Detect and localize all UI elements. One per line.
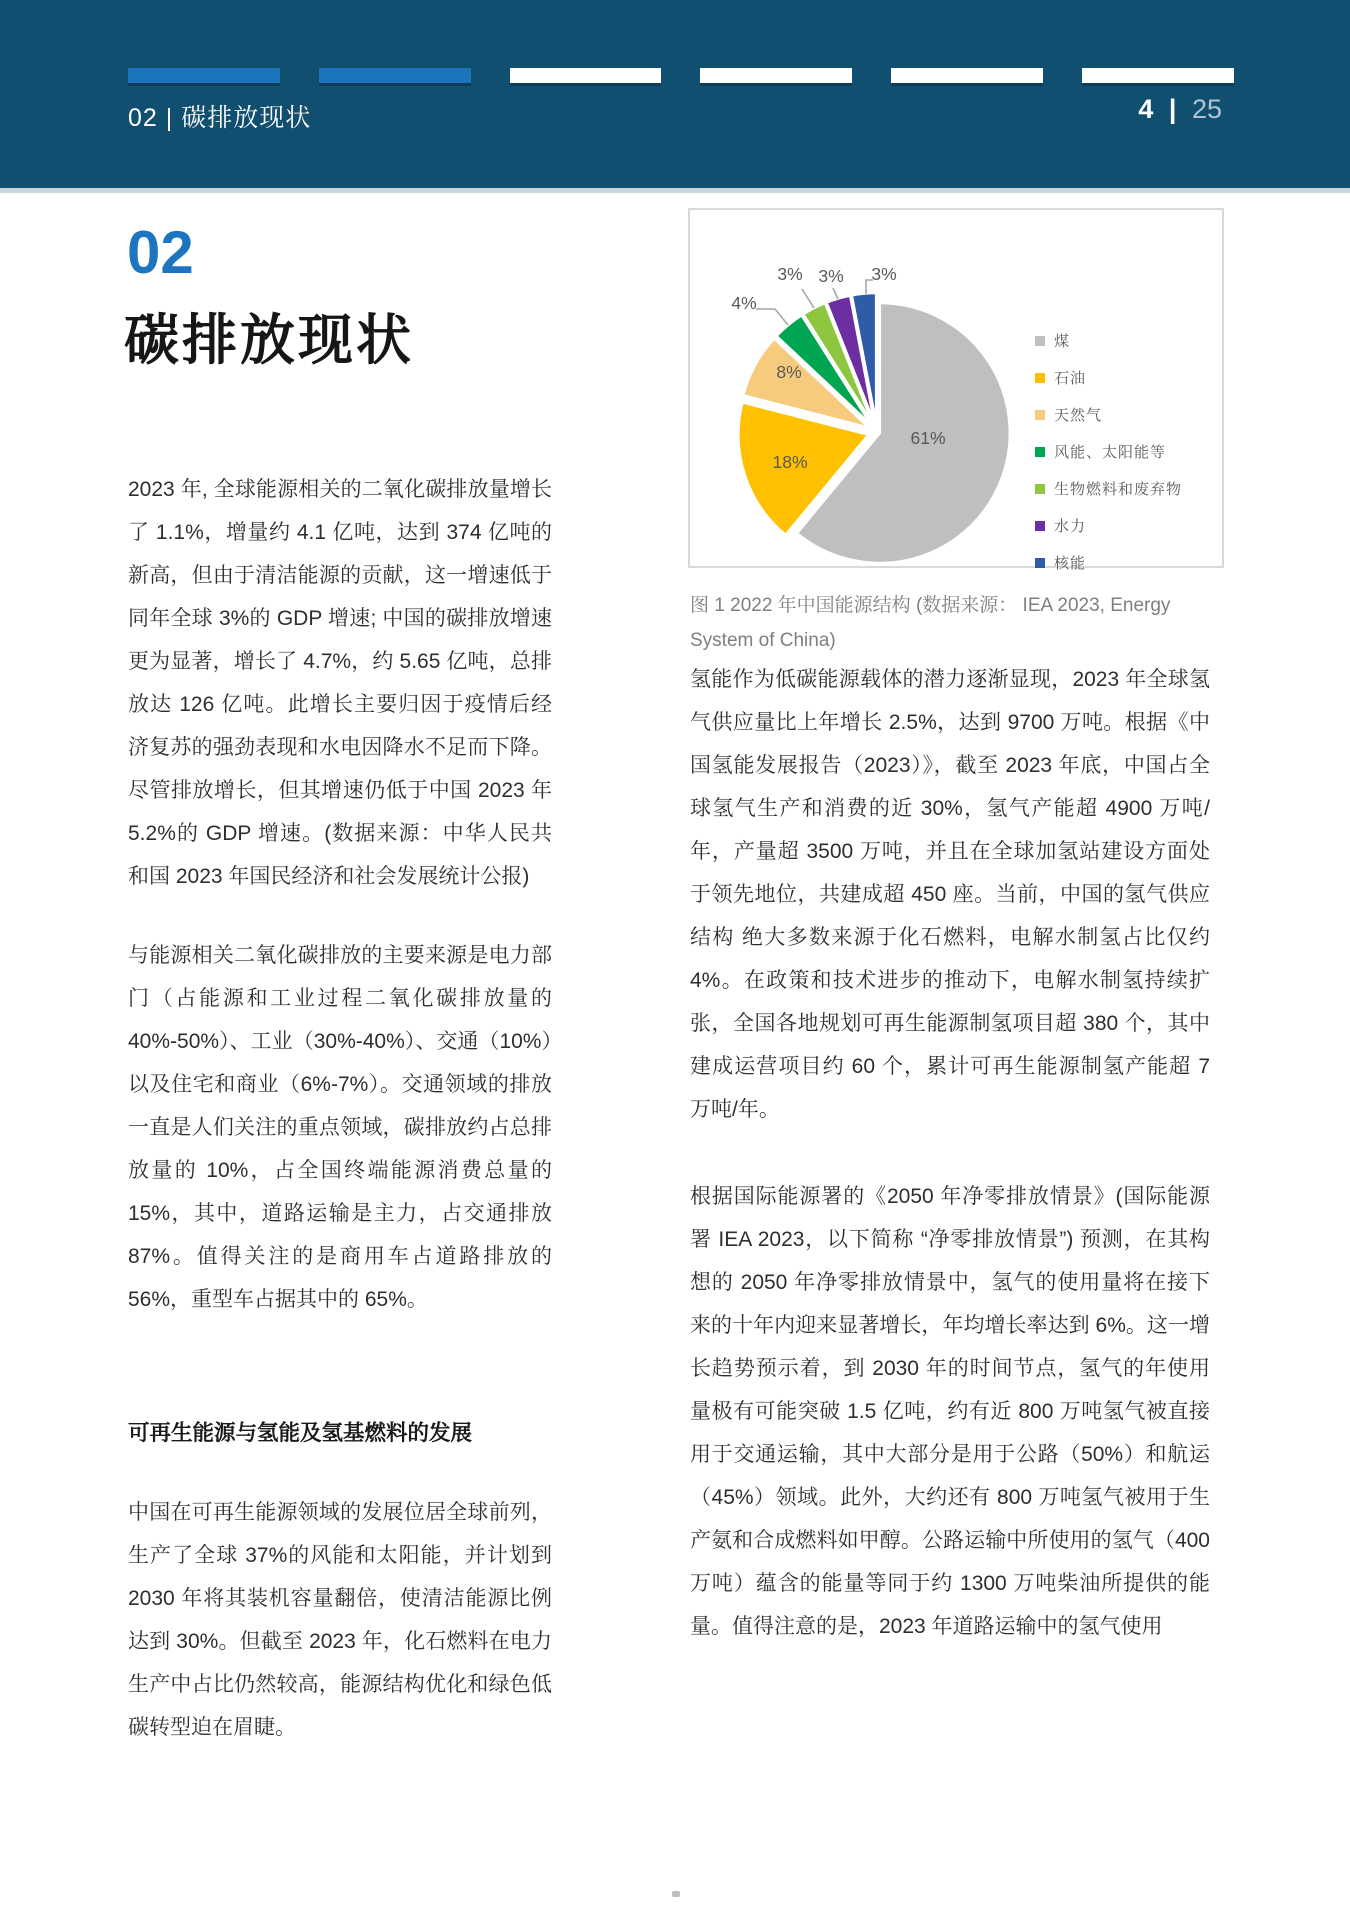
pie-data-label-5: 3% xyxy=(818,266,844,286)
energy-structure-pie-chart xyxy=(688,208,1224,572)
pie-data-label-0: 61% xyxy=(910,428,946,448)
header-bar-4 xyxy=(700,68,852,83)
legend-swatch-icon xyxy=(1035,484,1045,494)
header-decorative-bars xyxy=(128,68,1234,83)
legend-item-2 xyxy=(1035,396,1182,433)
page-number-total: 25 xyxy=(1191,94,1222,124)
pie-data-label-4: 3% xyxy=(777,264,803,284)
page-number-divider: | xyxy=(1168,94,1177,124)
pie-leader-line-3 xyxy=(756,309,788,325)
header-bar-3 xyxy=(510,68,662,83)
header-bar-6 xyxy=(1082,68,1234,83)
legend-item-6 xyxy=(1035,544,1182,581)
legend-label: 煤 xyxy=(1054,333,1071,350)
header-bar-2 xyxy=(319,68,471,83)
legend-item-1 xyxy=(1035,359,1182,396)
legend-item-5 xyxy=(1035,507,1182,544)
legend-item-4 xyxy=(1035,470,1182,507)
legend-item-3 xyxy=(1035,433,1182,470)
legend-swatch-icon xyxy=(1035,521,1045,531)
legend-label: 水力 xyxy=(1054,518,1087,535)
subheading: 可再生能源与氢能及氢基燃料的发展 xyxy=(128,1421,473,1445)
header-bar-5 xyxy=(891,68,1043,83)
legend-swatch-icon xyxy=(1035,373,1045,383)
right-column xyxy=(690,658,1210,1692)
pie-data-label-3: 4% xyxy=(731,293,757,313)
legend-swatch-icon xyxy=(1035,447,1045,457)
paragraph: 2023 年, 全球能源相关的二氧化碳排放量增长了 1.1%，增量约 4.1 亿吨，达到 374 亿吨的新高，但由于清洁能源的贡献，这一增速低于同年全球 3%的 GDP 增速; 中国的碳排放增速更为显著，增长了 4.7%，约 5.65 亿吨，总排放达 126 亿吨。此增长主要归因于疫情后经济复苏的强劲表现和水电因降水不足而下降。尽管排放增长，但其增速仍低于中国 2023 年 5.2%的 GDP 增速。(数据来源：中华人民共和国 2023 年国民经济和社会发展统计公报) xyxy=(128,478,552,888)
header-section-label: 02 | 碳排放现状 xyxy=(128,104,312,132)
header-band xyxy=(0,0,1350,193)
pie-leader-line-5 xyxy=(833,288,838,299)
legend-item-0 xyxy=(1035,322,1182,359)
page-number xyxy=(1138,94,1222,125)
legend-swatch-icon xyxy=(1035,558,1045,568)
legend-swatch-icon xyxy=(1035,336,1045,346)
legend-swatch-icon xyxy=(1035,410,1045,420)
legend-label: 核能 xyxy=(1054,555,1087,572)
section-number: 02 xyxy=(127,219,194,286)
pie-leader-line-4 xyxy=(802,289,814,308)
legend-label: 风能、太阳能等 xyxy=(1054,444,1167,461)
paragraph: 氢能作为低碳能源载体的潜力逐渐显现，2023 年全球氢气供应量比上年增长 2.5%，达到 9700 万吨。根据《中国氢能发展报告（2023）》，截至 2023 年底，中国占全球氢气生产和消费的近 30%，氢气产能超 4900 万吨/年，产量超 3500 万吨，并且在全球加氢站建设方面处于领先地位，共建成超 450 座。当前，中国的氢气供应结构 绝大多数来源于化石燃料，电解水制氢占比仅约 4%。在政策和技术进步的推动下，电解水制氢持续扩张，全国各地规划可再生能源制氢项目超 380 个，其中建成运营项目约 60 个，累计可再生能源制氢产能超 7 万吨/年。 xyxy=(690,668,1210,1121)
pie-data-label-6: 3% xyxy=(871,264,897,284)
pie-data-label-2: 8% xyxy=(776,362,802,382)
page-number-current: 4 xyxy=(1138,94,1154,124)
paragraph: 中国在可再生能源领域的发展位居全球前列，生产了全球 37%的风能和太阳能，并计划到 2030 年将其装机容量翻倍，使清洁能源比例达到 30%。但截至 2023 年，化石燃料在电力生产中占比仍然较高，能源结构优化和绿色低碳转型迫在眉睫。 xyxy=(128,1501,552,1739)
header-bar-1 xyxy=(128,68,280,83)
legend-label: 生物燃料和废弃物 xyxy=(1054,481,1183,498)
paragraph: 与能源相关二氧化碳排放的主要来源是电力部门（占能源和工业过程二氧化碳排放量的 40%-50%）、工业（30%-40%）、交通（10%）以及住宅和商业（6%-7%）。交通领域的排放一直是人们关注的重点领域，碳排放约占总排放量的 10%，占全国终端能源消费总量的 15%，其中，道路运输是主力，占交通排放 87%。值得关注的是商用车占道路排放的 56%，重型车占据其中的 65%。 xyxy=(128,944,552,1311)
legend-label: 天然气 xyxy=(1054,407,1103,424)
left-column xyxy=(128,468,552,1785)
legend-label: 石油 xyxy=(1054,370,1087,387)
chart-legend xyxy=(1035,322,1182,581)
page-title: 碳排放现状 xyxy=(124,309,415,371)
figure-caption: 图 1 2022 年中国能源结构 (数据来源： IEA 2023, Energy System of China) xyxy=(690,595,1171,651)
page-footer-dot xyxy=(672,1891,680,1897)
paragraph: 根据国际能源署的《2050 年净零排放情景》(国际能源署 IEA 2023，以下简称 “净零排放情景”) 预测，在其构想的 2050 年净零排放情景中，氢气的使用量将在接下来的十年内迎来显著增长，年均增长率达到 6%。这一增长趋势预示着，到 2030 年的时间节点，氢气的年使用量极有可能突破 1.5 亿吨，约有近 800 万吨氢气被直接用于交通运输，其中大部分是用于公路（50%）和航运（45%）领域。此外，大约还有 800 万吨氢气被用于生产氨和合成燃料如甲醇。公路运输中所使用的氢气（400 万吨）蕴含的能量等同于约 1300 万吨柴油所提供的能量。值得注意的是，2023 年道路运输中的氢气使用 xyxy=(690,1185,1210,1638)
pie-data-label-1: 18% xyxy=(772,452,808,472)
